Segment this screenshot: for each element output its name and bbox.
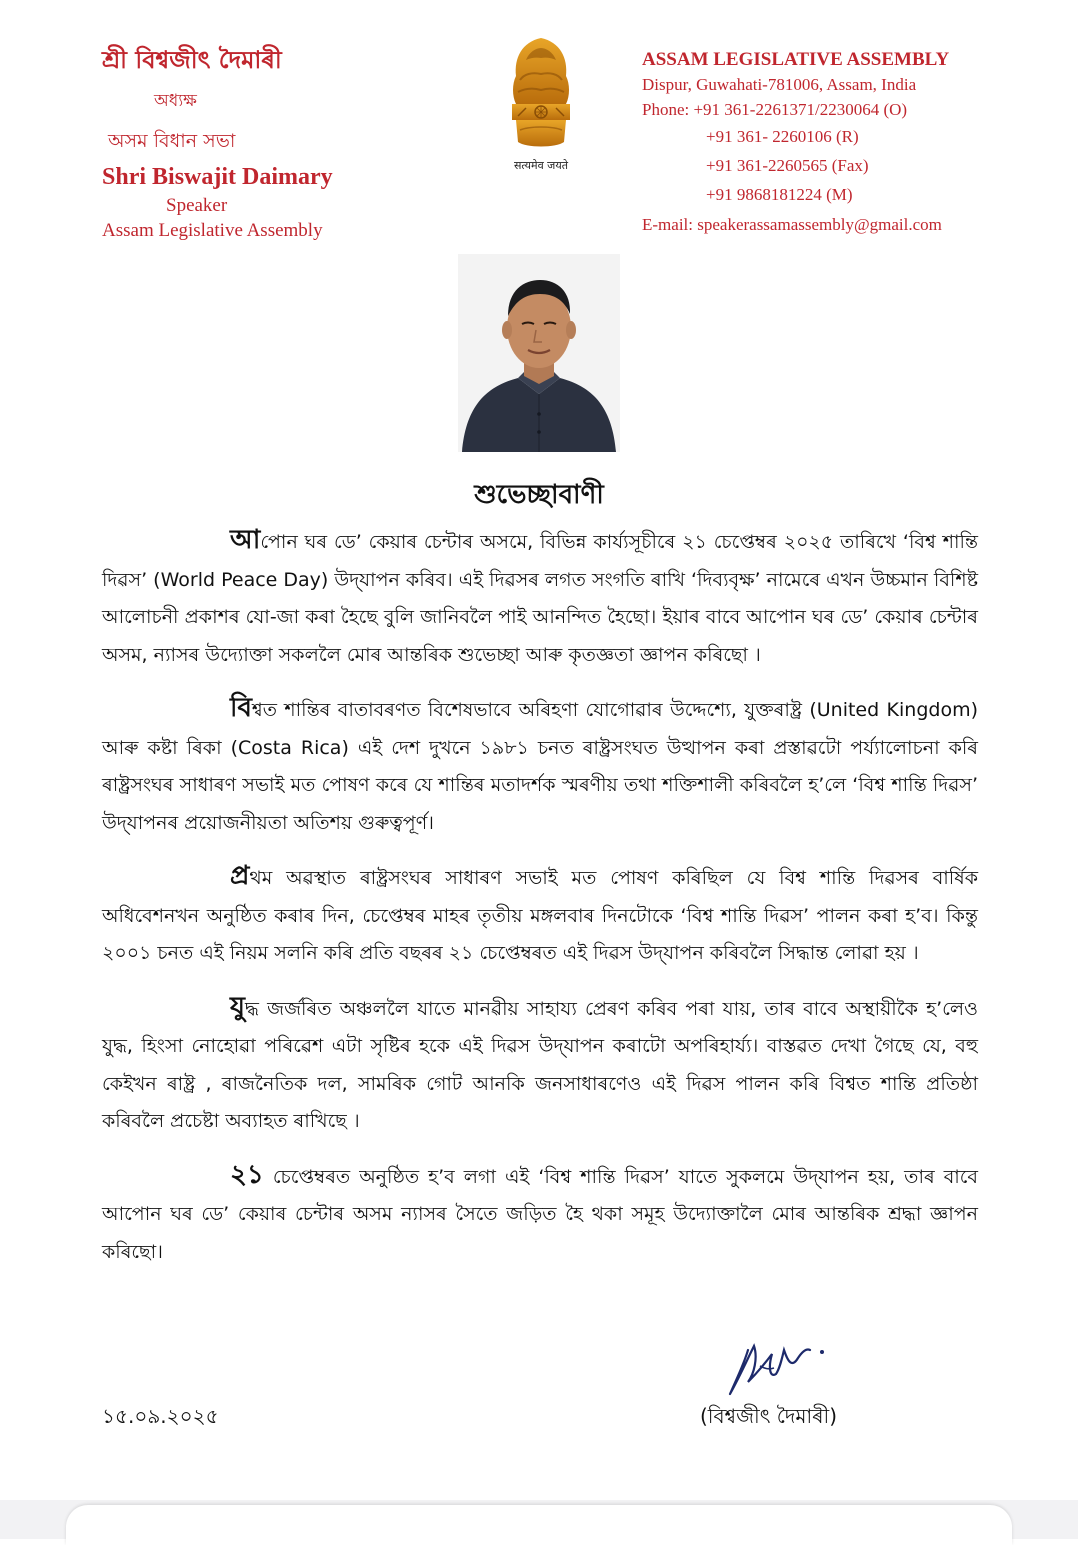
speaker-role-english: Speaker [166, 195, 228, 216]
emblem-motto: सत्यमेव जयते [513, 159, 568, 172]
paragraph [102, 1157, 978, 1272]
paragraph-text: চেপ্তেম্বৰত অনুষ্ঠিত হ’ব লগা এই ‘বিশ্ব শান্তি দিৱস’ যাতে সুকলমে উদ্‌যাপন হয়, তাৰ বাবে আপোন ঘৰ ডে’ কেয়াৰ চেন্টাৰ অসম ন্যাসৰ সৈতে জড়িত হৈ থকা সমূহ উদ্যোক্তালৈ মোৰ আন্তৰিক শ্ৰদ্ধা জ্ঞাপন কৰিছো। [102, 1165, 978, 1263]
assembly-name-english: Assam Legislative Assembly [102, 220, 323, 241]
mobile-number: +91 9868181224 (M) [706, 185, 853, 204]
signatory-name: (বিশ্বজীৎ দৈমাৰী) [700, 1404, 838, 1428]
speaker-portrait-icon [458, 254, 620, 452]
handwritten-signature-icon [718, 1328, 838, 1400]
letter-title: শুভেচ্ছাবাণী [474, 480, 604, 510]
paragraph-text: পোন ঘৰ ডে’ কেয়াৰ চেন্টাৰ অসমে, বিভিন্ন কাৰ্য্যসূচীৰে ২১ চেপ্তেম্বৰ ২০২৫ তাৰিখে ‘বিশ্ব শান্তি দিৱস’ (World Peace Day) উদ্‌যাপন কৰিব। এই দিৱসৰ লগত সংগতি ৰাখি ‘দিব্যবৃক্ষ’ নামেৰে এখন উচ্চমান বিশিষ্ট আলোচনী প্ৰকাশৰ যো-জা কৰা হৈছে বুলি জানিবলৈ পাই আনন্দিত হৈছো। ইয়াৰ বাবে আপোন ঘৰ ডে’ কেয়াৰ চেন্টাৰ অসম, ন্যাসৰ উদ্যোক্তা সকললৈ মোৰ আন্তৰিক শুভেচ্ছা আৰু কৃতজ্ঞতা জ্ঞাপন কৰিছো । [102, 531, 978, 666]
assembly-address: Dispur, Guwahati-781006, Assam, India [642, 75, 917, 94]
paragraph-lead: যু [230, 991, 245, 1022]
speaker-role-assamese: অধ্যক্ষ [154, 91, 197, 111]
fax-number: +91 361-2260565 (Fax) [706, 156, 869, 175]
letter-date: ১৫.০৯.২০২৫ [102, 1404, 219, 1428]
paragraph-text: শ্বত শান্তিৰ বাতাবৰণত বিশেষভাবে অৰিহণা যোগোৱাৰ উদ্দেশ্যে, যুক্তৰাষ্ট্ৰ (United Kingdom) আৰু কষ্টা ৰিকা (Costa Rica) এই দেশ দুখনে ১৯৮১ চনত ৰাষ্ট্ৰসংঘত উত্থাপন কৰা প্ৰস্তাৱটো পৰ্য্যালোচনা কৰি ৰাষ্ট্ৰসংঘৰ সাধাৰণ সভাই মত পোষণ কৰে যে শান্তিৰ মতাদৰ্শক স্মৰণীয় তথা শক্তিশালী কৰিবলৈ হ’লে ‘বিশ্ব শান্তি দিৱস’ উদ্‌যাপনৰ প্ৰয়োজনীয়তা অতিশয় গুৰুত্বপূৰ্ণ। [102, 699, 978, 834]
paragraph-lead: বি [230, 693, 252, 723]
paragraph-lead: ২১ [230, 1159, 264, 1190]
assembly-name-assamese: অসম বিধান সভা [108, 130, 236, 152]
letter-body [102, 522, 978, 1287]
speaker-name-english: Shri Biswajit Daimary [102, 164, 333, 190]
paragraph-lead: প্ৰ [230, 861, 250, 891]
speaker-name-assamese: শ্ৰী বিশ্বজীৎ দৈমাৰী [102, 46, 282, 74]
assembly-title: ASSAM LEGISLATIVE ASSEMBLY [642, 49, 950, 70]
paragraph-text: দ্ধ জৰ্জৰিত অঞ্চললৈ যাতে মানৱীয় সাহায্য প্ৰেৰণ কৰিব পৰা যায়, তাৰ বাবে অস্থায়ীকৈ হ’লেও যুদ্ধ, হিংসা নোহোৱা পৰিৱেশ এটা সৃষ্টিৰ হকে এই দিৱস উদ্‌যাপন কৰাটো অপৰিহাৰ্য্য। বাস্তৱত দেখা গৈছে যে, বহু কেইখন ৰাষ্ট্ৰ , ৰাজনৈতিক দল, সামৰিক গোট আনকি জনসাধাৰণেও এই দিৱস পালন কৰি বিশ্বত শান্তি প্ৰতিষ্ঠা কৰিবলৈ প্ৰচেষ্টা অব্যাহত ৰাখিছে । [102, 997, 978, 1132]
paragraph [102, 522, 978, 674]
bottom-card [66, 1505, 1012, 1545]
paragraph [102, 989, 978, 1141]
paragraph-lead: আ [230, 525, 261, 555]
paragraph [102, 858, 978, 973]
paragraph [102, 690, 978, 842]
paragraph-text: থম অৱস্থাত ৰাষ্ট্ৰসংঘৰ সাধাৰণ সভাই মত পোষণ কৰিছিল যে বিশ্ব শান্তি দিৱসৰ বাৰ্ষিক অধিবেশনখন অনুষ্ঠিত কৰাৰ দিন, চেপ্তেম্বৰ মাহৰ তৃতীয় মঙ্গলবাৰ দিনটোকে ‘বিশ্ব শান্তি দিৱস’ পালন কৰা হ’ব। কিন্তু ২০০১ চনত এই নিয়ম সলনি কৰি প্ৰতি বছৰৰ ২১ চেপ্তেম্বৰত এই দিৱস উদ্‌যাপন কৰিবলৈ সিদ্ধান্ত লোৱা হয় । [102, 867, 978, 964]
header-right [642, 48, 1062, 240]
header-left [102, 40, 432, 244]
phone-office: Phone: +91 361-2261371/2230064 (O) [642, 100, 908, 119]
phone-residence: +91 361- 2260106 (R) [706, 127, 859, 146]
email-address: E-mail: speakerassamassembly@gmail.com [642, 215, 942, 234]
